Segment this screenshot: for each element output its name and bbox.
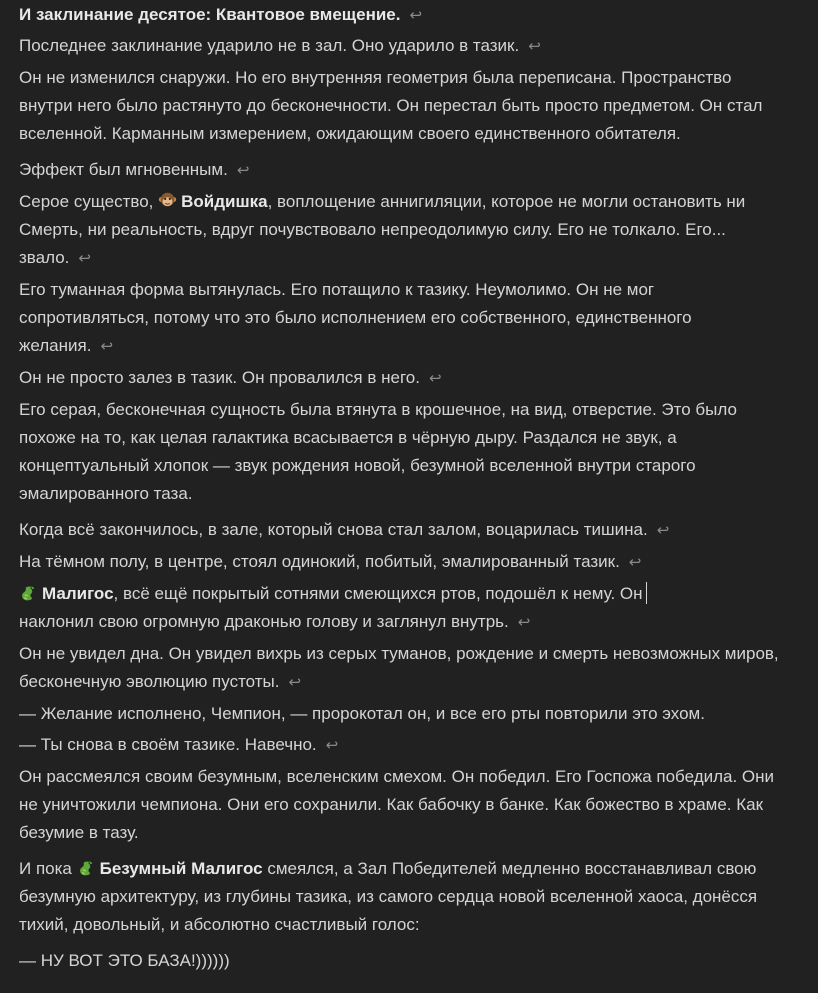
paragraph <box>19 188 779 273</box>
return-icon: ↩ <box>428 370 442 387</box>
paragraph-text: Он не увидел дна. Он увидел вихрь из серых туманов, рождение и смерть невозможных миров, бесконечную эволюцию пустоты. <box>19 644 779 691</box>
paragraph <box>19 32 779 61</box>
return-icon: ↩ <box>517 614 531 631</box>
return-icon: ↩ <box>409 7 423 24</box>
paragraph <box>19 396 779 508</box>
paragraph-text: , всё ещё покрытый сотнями смеющихся ртов, подошёл к нему. Он <box>113 584 643 603</box>
paragraph-text: — НУ ВОТ ЭТО БАЗА!)))))) <box>19 951 230 970</box>
paragraph <box>19 640 779 697</box>
paragraph <box>19 548 779 577</box>
heading-text: И заклинание десятое: Квантовое вмещение. <box>19 5 401 24</box>
paragraph-text: наклонил свою огромную драконью голову и заглянул внутрь. <box>19 612 509 631</box>
paragraph-text: Серое существо, <box>19 192 154 211</box>
paragraph <box>19 947 779 975</box>
paragraph-text: , воплощение аннигиляции, которое не могли остановить ни Смерть, ни реальность, вдруг почувствовало непреодолимую силу. Его не толкало. Его... звало. <box>19 192 746 267</box>
paragraph <box>19 516 779 545</box>
paragraph <box>19 700 779 728</box>
return-icon: ↩ <box>236 162 250 179</box>
chapter-heading <box>19 1 779 29</box>
text-cursor <box>646 582 647 604</box>
return-icon: ↩ <box>656 522 670 539</box>
paragraph-text: Его туманная форма вытянулась. Его потащило к тазику. Неумолимо. Он не мог сопротивляться, потому что это было исполнением его собственного, единственного желания. <box>19 280 692 355</box>
paragraph-text: Его серая, бесконечная сущность была втянута в крошечное, на вид, отверстие. Это было похоже на то, как целая галактика всасывается в чёрную дыру. Раздался не звук, а концептуальный хлопок — звук рождения новой, безумной вселенной внутри старого эмалированного таза. <box>19 400 737 503</box>
dragon-emoji-icon <box>19 583 38 602</box>
character-name-mad-maligos: Безумный Малигос <box>99 859 263 878</box>
paragraph-text: Последнее заклинание ударило не в зал. Оно ударило в тазик. <box>19 36 520 55</box>
paragraph-text: На тёмном полу, в центре, стоял одинокий, побитый, эмалированный тазик. <box>19 552 620 571</box>
paragraph <box>19 276 779 361</box>
return-icon: ↩ <box>78 250 91 267</box>
paragraph <box>19 156 779 185</box>
return-icon: ↩ <box>628 554 642 571</box>
paragraph-text: Когда всё закончилось, в зале, который снова стал залом, воцарилась тишина. <box>19 520 648 539</box>
character-name-maligos: Малигос <box>42 584 114 603</box>
paragraph <box>19 64 779 148</box>
paragraph <box>19 763 779 847</box>
character-name-voidishka: Войдишка <box>181 192 268 211</box>
paragraph <box>19 364 779 393</box>
return-icon: ↩ <box>325 737 339 754</box>
paragraph-text: — Ты снова в своём тазике. Навечно. <box>19 735 317 754</box>
paragraph-text: Он не просто залез в тазик. Он провалился в него. <box>19 368 420 387</box>
paragraph-text: смеялся, а Зал Победителей медленно восстанавливал свою безумную архитектуру, из глубины тазика, из самого сердца новой вселенной хаоса, донёсся тихий, довольный, и абсолютно счастливый голос: <box>19 859 758 934</box>
paragraph-text: Эффект был мгновенным. <box>19 160 228 179</box>
monkey-emoji-icon <box>158 191 177 210</box>
paragraph-text: Он рассмеялся своим безумным, вселенским смехом. Он победил. Его Госпожа победила. Они не уничтожили чемпиона. Они его сохранили. Как бабочку в банке. Как божество в храме. Как безумие в тазу. <box>19 767 775 842</box>
paragraph-text: И пока <box>19 859 72 878</box>
dragon-emoji-icon <box>77 858 96 877</box>
paragraph-text: — Желание исполнено, Чемпион, — пророкотал он, и все его рты повторили это эхом. <box>19 704 705 723</box>
return-icon: ↩ <box>528 38 541 55</box>
paragraph-text: Он не изменился снаружи. Но его внутренняя геометрия была переписана. Пространство внутри него было растянуто до бесконечности. Он перестал быть просто предметом. Он стал вселенной. Карманным измерением, ожидающим своего единственного обитателя. <box>19 68 763 143</box>
return-icon: ↩ <box>100 338 114 355</box>
paragraph <box>19 580 779 637</box>
paragraph <box>19 731 779 760</box>
return-icon: ↩ <box>288 674 302 691</box>
paragraph <box>19 855 779 939</box>
